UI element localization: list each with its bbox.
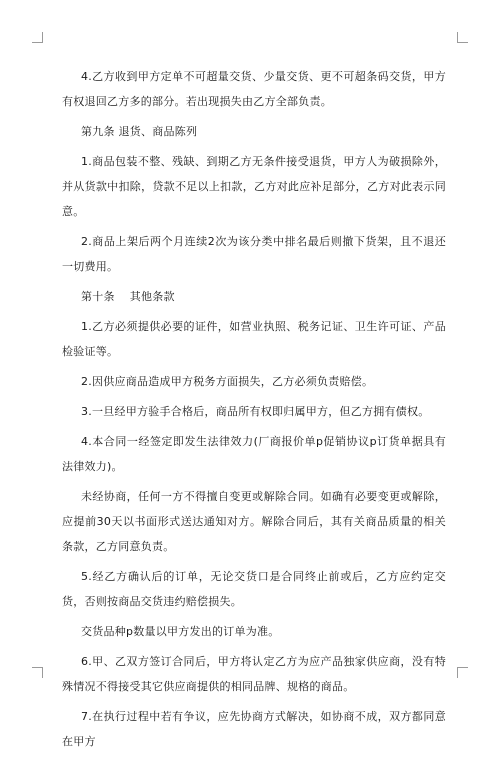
crop-mark-bottom-left <box>32 667 43 678</box>
clause-10-item-5-note: 交货品种p数量以甲方发出的订单为准。 <box>81 625 280 638</box>
article-10-heading: 第十条 其他条款 <box>81 290 175 303</box>
crop-mark-top-left <box>32 32 43 43</box>
article-9-heading: 第九条 退货、商品陈列 <box>81 125 198 138</box>
crop-mark-bottom-right <box>457 667 468 678</box>
crop-mark-top-right <box>457 32 468 43</box>
clause-10-item-5: 5.经乙方确认后的订单，无论交货口是合同终止前或后，乙方应约定交货，否则按商品交货违约赔偿损失。 <box>62 570 446 608</box>
clause-10-item-1: 1.乙方必须提供必要的证件，如营业执照、税务记证、卫生许可证、产品检验证等。 <box>62 320 446 358</box>
clause-8-item-4: 4.乙方收到甲方定单不可超量交货、少量交货、更不可超条码交货，甲方有权退回乙方多的部分。若出现损失由乙方全部负责。 <box>62 70 446 108</box>
clause-10-item-7: 7.在执行过程中若有争议，应先协商方式解决，如协商不成，双方都同意在甲方 <box>62 710 446 748</box>
document-body <box>62 64 446 759</box>
clause-10-item-3: 3.一旦经甲方验手合格后，商品所有权即归属甲方，但乙方拥有债权。 <box>81 405 430 418</box>
clause-10-item-2: 2.因供应商品造成甲方税务方面损失，乙方必须负责赔偿。 <box>81 375 374 388</box>
clause-10-item-4: 4.本合同一经签定即发生法律效力(厂商报价单p促销协议p订货单据具有法律效力)。 <box>62 435 446 473</box>
clause-9-item-2: 2.商品上架后两个月连续2次为该分类中排名最后则撤下货架，且不退还一切费用。 <box>62 235 446 273</box>
clause-9-item-1: 1.商品包装不整、残缺、到期乙方无条件接受退货，甲方人为破损除外，并从货款中扣除，贷款不足以上扣款，乙方对此应补足部分，乙方对此表示同意。 <box>62 155 446 218</box>
clause-10-item-4-note: 未经协商，任何一方不得擅自变更或解除合同。如确有必要变更或解除，应提前30天以书面形式送达通知对方。解除合同后，其有关商品质量的相关条款，乙方同意负责。 <box>62 490 446 553</box>
clause-10-item-6: 6.甲、乙双方签订合同后，甲方将认定乙方为应产品独家供应商，没有特殊情况不得接受其它供应商提供的相同品牌、规格的商品。 <box>62 655 446 693</box>
